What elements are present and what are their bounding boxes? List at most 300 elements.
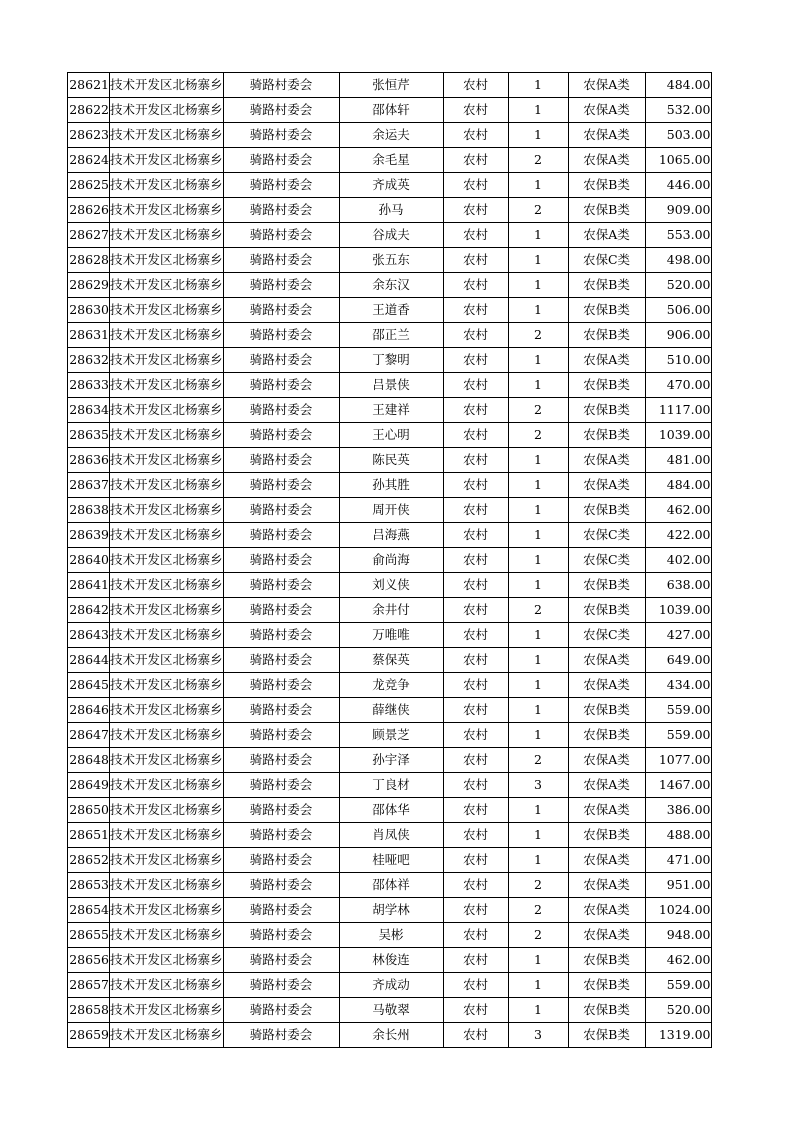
household-type-cell: 农村 [443, 248, 508, 273]
table-row [68, 98, 712, 123]
person-count-cell: 1 [508, 623, 568, 648]
person-count-cell: 1 [508, 498, 568, 523]
town-cell [110, 973, 224, 998]
person-count-cell: 2 [508, 873, 568, 898]
town-cell [110, 473, 224, 498]
id-cell: 28644 [68, 648, 110, 673]
town-cell [110, 548, 224, 573]
town-cell [110, 398, 224, 423]
household-type-cell: 农村 [443, 773, 508, 798]
town-cell [110, 73, 224, 98]
person-count-cell: 1 [508, 173, 568, 198]
category-cell: 农保A类 [568, 448, 645, 473]
category-cell: 农保B类 [568, 398, 645, 423]
person-count-cell: 1 [508, 723, 568, 748]
household-type-cell: 农村 [443, 1023, 508, 1048]
town-text: 技术开发区北杨寨乡 [110, 927, 223, 942]
person-count-cell: 1 [508, 548, 568, 573]
amount-cell: 1039.00 [645, 598, 711, 623]
table-row [68, 948, 712, 973]
id-cell: 28649 [68, 773, 110, 798]
village-cell: 骑路村委会 [223, 223, 339, 248]
town-cell [110, 948, 224, 973]
village-cell: 骑路村委会 [223, 623, 339, 648]
amount-cell: 471.00 [645, 848, 711, 873]
household-type-cell: 农村 [443, 623, 508, 648]
town-text: 技术开发区北杨寨乡 [110, 427, 223, 442]
id-cell: 28631 [68, 323, 110, 348]
name-cell: 余东汉 [339, 273, 443, 298]
household-type-cell: 农村 [443, 748, 508, 773]
id-cell: 28632 [68, 348, 110, 373]
category-cell: 农保A类 [568, 898, 645, 923]
name-cell: 孙其胜 [339, 473, 443, 498]
id-cell: 28623 [68, 123, 110, 148]
amount-cell: 481.00 [645, 448, 711, 473]
id-cell: 28656 [68, 948, 110, 973]
village-cell: 骑路村委会 [223, 198, 339, 223]
table-row [68, 548, 712, 573]
household-type-cell: 农村 [443, 723, 508, 748]
name-cell: 肖凤侠 [339, 823, 443, 848]
name-cell: 邵正兰 [339, 323, 443, 348]
town-text: 技术开发区北杨寨乡 [110, 302, 223, 317]
town-text: 技术开发区北杨寨乡 [110, 502, 223, 517]
table-row [68, 673, 712, 698]
table-row [68, 473, 712, 498]
household-type-cell: 农村 [443, 198, 508, 223]
category-cell: 农保A类 [568, 798, 645, 823]
village-cell: 骑路村委会 [223, 673, 339, 698]
household-type-cell: 农村 [443, 998, 508, 1023]
town-cell [110, 448, 224, 473]
category-cell: 农保B类 [568, 998, 645, 1023]
amount-cell: 510.00 [645, 348, 711, 373]
name-cell: 王建祥 [339, 398, 443, 423]
name-cell: 齐成英 [339, 173, 443, 198]
amount-cell: 1024.00 [645, 898, 711, 923]
town-text: 技术开发区北杨寨乡 [110, 602, 223, 617]
id-cell: 28652 [68, 848, 110, 873]
category-cell: 农保B类 [568, 948, 645, 973]
id-cell: 28647 [68, 723, 110, 748]
table-row [68, 223, 712, 248]
village-cell: 骑路村委会 [223, 648, 339, 673]
village-cell: 骑路村委会 [223, 573, 339, 598]
amount-cell: 1039.00 [645, 423, 711, 448]
person-count-cell: 1 [508, 998, 568, 1023]
household-type-cell: 农村 [443, 473, 508, 498]
person-count-cell: 1 [508, 123, 568, 148]
category-cell: 农保B类 [568, 298, 645, 323]
table-row [68, 1023, 712, 1048]
name-cell: 余长州 [339, 1023, 443, 1048]
town-cell [110, 523, 224, 548]
town-text: 技术开发区北杨寨乡 [110, 652, 223, 667]
category-cell: 农保A类 [568, 348, 645, 373]
household-type-cell: 农村 [443, 798, 508, 823]
town-text: 技术开发区北杨寨乡 [110, 152, 223, 167]
amount-cell: 506.00 [645, 298, 711, 323]
town-text: 技术开发区北杨寨乡 [110, 1027, 223, 1042]
town-text: 技术开发区北杨寨乡 [110, 877, 223, 892]
table-row [68, 298, 712, 323]
category-cell: 农保A类 [568, 923, 645, 948]
town-cell [110, 873, 224, 898]
id-cell: 28636 [68, 448, 110, 473]
village-cell: 骑路村委会 [223, 473, 339, 498]
category-cell: 农保A类 [568, 223, 645, 248]
table-row [68, 148, 712, 173]
table-row [68, 823, 712, 848]
table-row [68, 498, 712, 523]
table-row [68, 248, 712, 273]
name-cell: 万唯唯 [339, 623, 443, 648]
id-cell: 28657 [68, 973, 110, 998]
person-count-cell: 2 [508, 398, 568, 423]
town-text: 技术开发区北杨寨乡 [110, 277, 223, 292]
town-cell [110, 573, 224, 598]
village-cell: 骑路村委会 [223, 598, 339, 623]
town-text: 技术开发区北杨寨乡 [110, 902, 223, 917]
town-text: 技术开发区北杨寨乡 [110, 727, 223, 742]
table-row [68, 423, 712, 448]
person-count-cell: 1 [508, 948, 568, 973]
village-cell: 骑路村委会 [223, 998, 339, 1023]
town-cell [110, 1023, 224, 1048]
table-row [68, 748, 712, 773]
village-cell: 骑路村委会 [223, 323, 339, 348]
id-cell: 28626 [68, 198, 110, 223]
name-cell: 丁黎明 [339, 348, 443, 373]
town-cell [110, 348, 224, 373]
person-count-cell: 1 [508, 848, 568, 873]
household-type-cell: 农村 [443, 573, 508, 598]
town-cell [110, 773, 224, 798]
household-type-cell: 农村 [443, 98, 508, 123]
town-cell [110, 148, 224, 173]
table-row [68, 898, 712, 923]
name-cell: 龙竞争 [339, 673, 443, 698]
village-cell: 骑路村委会 [223, 98, 339, 123]
town-cell [110, 223, 224, 248]
household-type-cell: 农村 [443, 598, 508, 623]
town-text: 技术开发区北杨寨乡 [110, 752, 223, 767]
village-cell: 骑路村委会 [223, 273, 339, 298]
village-cell: 骑路村委会 [223, 798, 339, 823]
id-cell: 28648 [68, 748, 110, 773]
name-cell: 桂哑吧 [339, 848, 443, 873]
town-cell [110, 848, 224, 873]
village-cell: 骑路村委会 [223, 148, 339, 173]
household-type-cell: 农村 [443, 698, 508, 723]
id-cell: 28629 [68, 273, 110, 298]
village-cell: 骑路村委会 [223, 123, 339, 148]
town-text: 技术开发区北杨寨乡 [110, 177, 223, 192]
table-row [68, 973, 712, 998]
amount-cell: 638.00 [645, 573, 711, 598]
town-cell [110, 723, 224, 748]
person-count-cell: 3 [508, 1023, 568, 1048]
amount-cell: 1117.00 [645, 398, 711, 423]
table-row [68, 723, 712, 748]
name-cell: 邵体祥 [339, 873, 443, 898]
town-cell [110, 898, 224, 923]
town-cell [110, 498, 224, 523]
id-cell: 28628 [68, 248, 110, 273]
town-cell [110, 173, 224, 198]
id-cell: 28646 [68, 698, 110, 723]
name-cell: 王心明 [339, 423, 443, 448]
person-count-cell: 1 [508, 223, 568, 248]
name-cell: 孙马 [339, 198, 443, 223]
town-text: 技术开发区北杨寨乡 [110, 827, 223, 842]
amount-cell: 553.00 [645, 223, 711, 248]
village-cell: 骑路村委会 [223, 723, 339, 748]
town-cell [110, 373, 224, 398]
household-type-cell: 农村 [443, 848, 508, 873]
category-cell: 农保A类 [568, 73, 645, 98]
town-cell [110, 98, 224, 123]
category-cell: 农保C类 [568, 623, 645, 648]
person-count-cell: 1 [508, 98, 568, 123]
town-cell [110, 798, 224, 823]
table-row [68, 998, 712, 1023]
town-text: 技术开发区北杨寨乡 [110, 327, 223, 342]
table-row [68, 848, 712, 873]
amount-cell: 559.00 [645, 973, 711, 998]
table-row [68, 398, 712, 423]
village-cell: 骑路村委会 [223, 423, 339, 448]
village-cell: 骑路村委会 [223, 748, 339, 773]
id-cell: 28639 [68, 523, 110, 548]
person-count-cell: 1 [508, 973, 568, 998]
town-text: 技术开发区北杨寨乡 [110, 402, 223, 417]
id-cell: 28638 [68, 498, 110, 523]
category-cell: 农保A类 [568, 848, 645, 873]
id-cell: 28655 [68, 923, 110, 948]
town-text: 技术开发区北杨寨乡 [110, 352, 223, 367]
household-type-cell: 农村 [443, 73, 508, 98]
id-cell: 28642 [68, 598, 110, 623]
town-cell [110, 298, 224, 323]
amount-cell: 951.00 [645, 873, 711, 898]
person-count-cell: 2 [508, 898, 568, 923]
amount-cell: 422.00 [645, 523, 711, 548]
town-text: 技术开发区北杨寨乡 [110, 852, 223, 867]
table-row [68, 798, 712, 823]
town-cell [110, 273, 224, 298]
table-row [68, 373, 712, 398]
town-cell [110, 248, 224, 273]
name-cell: 周开侠 [339, 498, 443, 523]
person-count-cell: 1 [508, 523, 568, 548]
id-cell: 28622 [68, 98, 110, 123]
name-cell: 余毛星 [339, 148, 443, 173]
household-type-cell: 农村 [443, 123, 508, 148]
category-cell: 农保B类 [568, 598, 645, 623]
id-cell: 28621 [68, 73, 110, 98]
id-cell: 28654 [68, 898, 110, 923]
amount-cell: 484.00 [645, 473, 711, 498]
person-count-cell: 1 [508, 273, 568, 298]
amount-cell: 386.00 [645, 798, 711, 823]
amount-cell: 434.00 [645, 673, 711, 698]
id-cell: 28634 [68, 398, 110, 423]
name-cell: 胡学林 [339, 898, 443, 923]
household-type-cell: 农村 [443, 923, 508, 948]
village-cell: 骑路村委会 [223, 823, 339, 848]
category-cell: 农保C类 [568, 523, 645, 548]
household-type-cell: 农村 [443, 548, 508, 573]
id-cell: 28658 [68, 998, 110, 1023]
amount-cell: 520.00 [645, 998, 711, 1023]
town-text: 技术开发区北杨寨乡 [110, 252, 223, 267]
id-cell: 28641 [68, 573, 110, 598]
id-cell: 28653 [68, 873, 110, 898]
name-cell: 丁良材 [339, 773, 443, 798]
amount-cell: 498.00 [645, 248, 711, 273]
category-cell: 农保A类 [568, 748, 645, 773]
id-cell: 28651 [68, 823, 110, 848]
town-text: 技术开发区北杨寨乡 [110, 952, 223, 967]
household-type-cell: 农村 [443, 948, 508, 973]
village-cell: 骑路村委会 [223, 373, 339, 398]
name-cell: 陈民英 [339, 448, 443, 473]
category-cell: 农保B类 [568, 423, 645, 448]
category-cell: 农保A类 [568, 98, 645, 123]
name-cell: 吕海燕 [339, 523, 443, 548]
person-count-cell: 1 [508, 573, 568, 598]
name-cell: 马敬翠 [339, 998, 443, 1023]
category-cell: 农保A类 [568, 148, 645, 173]
table-row [68, 448, 712, 473]
household-type-cell: 农村 [443, 823, 508, 848]
town-text: 技术开发区北杨寨乡 [110, 77, 223, 92]
town-text: 技术开发区北杨寨乡 [110, 627, 223, 642]
table-row [68, 123, 712, 148]
amount-cell: 470.00 [645, 373, 711, 398]
town-text: 技术开发区北杨寨乡 [110, 102, 223, 117]
person-count-cell: 2 [508, 423, 568, 448]
village-cell: 骑路村委会 [223, 773, 339, 798]
amount-cell: 1065.00 [645, 148, 711, 173]
table-row [68, 273, 712, 298]
village-cell: 骑路村委会 [223, 848, 339, 873]
town-cell [110, 923, 224, 948]
town-text: 技术开发区北杨寨乡 [110, 527, 223, 542]
household-type-cell: 农村 [443, 148, 508, 173]
category-cell: 农保B类 [568, 173, 645, 198]
id-cell: 28645 [68, 673, 110, 698]
amount-cell: 1467.00 [645, 773, 711, 798]
category-cell: 农保B类 [568, 973, 645, 998]
household-type-cell: 农村 [443, 648, 508, 673]
name-cell: 余运夫 [339, 123, 443, 148]
household-type-cell: 农村 [443, 673, 508, 698]
category-cell: 农保A类 [568, 673, 645, 698]
town-text: 技术开发区北杨寨乡 [110, 577, 223, 592]
table-row [68, 773, 712, 798]
household-type-cell: 农村 [443, 973, 508, 998]
category-cell: 农保B类 [568, 273, 645, 298]
id-cell: 28643 [68, 623, 110, 648]
amount-cell: 427.00 [645, 623, 711, 648]
household-type-cell: 农村 [443, 423, 508, 448]
household-type-cell: 农村 [443, 373, 508, 398]
category-cell: 农保C类 [568, 548, 645, 573]
id-cell: 28625 [68, 173, 110, 198]
category-cell: 农保B类 [568, 1023, 645, 1048]
name-cell: 齐成动 [339, 973, 443, 998]
name-cell: 谷成夫 [339, 223, 443, 248]
name-cell: 薛继侠 [339, 698, 443, 723]
category-cell: 农保B类 [568, 198, 645, 223]
amount-cell: 520.00 [645, 273, 711, 298]
table-row [68, 623, 712, 648]
person-count-cell: 1 [508, 473, 568, 498]
person-count-cell: 1 [508, 673, 568, 698]
category-cell: 农保B类 [568, 373, 645, 398]
household-type-cell: 农村 [443, 273, 508, 298]
id-cell: 28627 [68, 223, 110, 248]
person-count-cell: 1 [508, 823, 568, 848]
amount-cell: 906.00 [645, 323, 711, 348]
name-cell: 蔡保英 [339, 648, 443, 673]
table-row [68, 323, 712, 348]
household-type-cell: 农村 [443, 298, 508, 323]
category-cell: 农保B类 [568, 573, 645, 598]
village-cell: 骑路村委会 [223, 248, 339, 273]
name-cell: 孙宇泽 [339, 748, 443, 773]
name-cell: 邵体轩 [339, 98, 443, 123]
village-cell: 骑路村委会 [223, 348, 339, 373]
town-cell [110, 648, 224, 673]
name-cell: 张恒芹 [339, 73, 443, 98]
amount-cell: 559.00 [645, 698, 711, 723]
id-cell: 28640 [68, 548, 110, 573]
id-cell: 28624 [68, 148, 110, 173]
name-cell: 顾景芝 [339, 723, 443, 748]
amount-cell: 446.00 [645, 173, 711, 198]
category-cell: 农保A类 [568, 773, 645, 798]
town-cell [110, 323, 224, 348]
name-cell: 林俊连 [339, 948, 443, 973]
town-text: 技术开发区北杨寨乡 [110, 477, 223, 492]
category-cell: 农保A类 [568, 873, 645, 898]
person-count-cell: 1 [508, 348, 568, 373]
table-body [68, 73, 712, 1048]
household-type-cell: 农村 [443, 448, 508, 473]
town-text: 技术开发区北杨寨乡 [110, 677, 223, 692]
household-type-cell: 农村 [443, 348, 508, 373]
town-text: 技术开发区北杨寨乡 [110, 1002, 223, 1017]
household-type-cell: 农村 [443, 173, 508, 198]
town-cell [110, 998, 224, 1023]
village-cell: 骑路村委会 [223, 73, 339, 98]
town-cell [110, 623, 224, 648]
village-cell: 骑路村委会 [223, 698, 339, 723]
town-text: 技术开发区北杨寨乡 [110, 377, 223, 392]
table-row [68, 523, 712, 548]
table-row [68, 198, 712, 223]
town-text: 技术开发区北杨寨乡 [110, 227, 223, 242]
person-count-cell: 2 [508, 923, 568, 948]
name-cell: 邵体华 [339, 798, 443, 823]
category-cell: 农保B类 [568, 823, 645, 848]
table-row [68, 698, 712, 723]
category-cell: 农保A类 [568, 123, 645, 148]
